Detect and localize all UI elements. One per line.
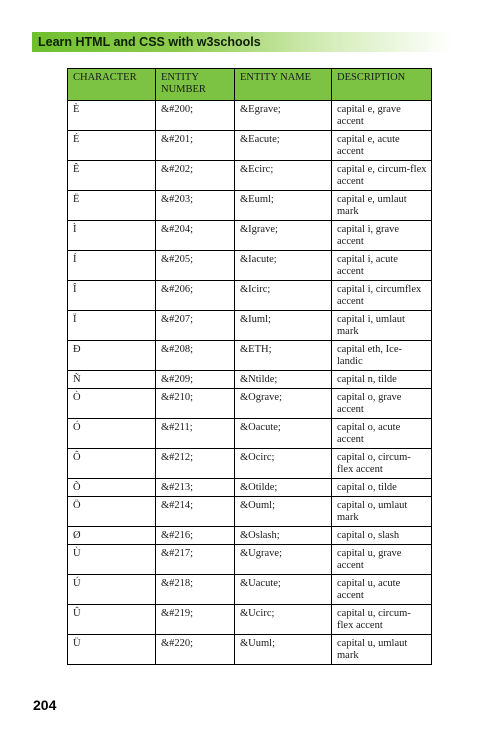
character-cell: Û xyxy=(68,605,156,635)
entity-number-cell: &#209; xyxy=(156,371,235,389)
entity-name-cell: &Ocirc; xyxy=(235,449,332,479)
table-row xyxy=(68,311,432,341)
table-row xyxy=(68,449,432,479)
entity-name-cell: &Ugrave; xyxy=(235,545,332,575)
entity-name-cell: &Oslash; xyxy=(235,527,332,545)
description-cell: capital i, umlaut mark xyxy=(332,311,432,341)
table-row xyxy=(68,605,432,635)
table-row xyxy=(68,101,432,131)
description-cell: capital u, grave accent xyxy=(332,545,432,575)
table-row xyxy=(68,479,432,497)
entity-name-cell: &Ecirc; xyxy=(235,161,332,191)
table-row xyxy=(68,281,432,311)
entity-name-cell: &Egrave; xyxy=(235,101,332,131)
entity-number-cell: &#210; xyxy=(156,389,235,419)
character-cell: Ô xyxy=(68,449,156,479)
entity-name-cell: &Oacute; xyxy=(235,419,332,449)
character-cell: Ü xyxy=(68,635,156,665)
column-header-entity-number: ENTITY NUMBER xyxy=(156,69,235,101)
entity-number-cell: &#217; xyxy=(156,545,235,575)
column-header-description: DESCRIPTION xyxy=(332,69,432,101)
entity-number-cell: &#207; xyxy=(156,311,235,341)
description-cell: capital o, umlaut mark xyxy=(332,497,432,527)
table-row xyxy=(68,221,432,251)
description-cell: capital i, grave accent xyxy=(332,221,432,251)
entity-number-cell: &#200; xyxy=(156,101,235,131)
character-cell: É xyxy=(68,131,156,161)
character-cell: Î xyxy=(68,281,156,311)
entity-name-cell: &Icirc; xyxy=(235,281,332,311)
character-cell: Ë xyxy=(68,191,156,221)
entity-number-cell: &#206; xyxy=(156,281,235,311)
character-cell: Í xyxy=(68,251,156,281)
description-cell: capital o, acute accent xyxy=(332,419,432,449)
entity-number-cell: &#218; xyxy=(156,575,235,605)
character-cell: Õ xyxy=(68,479,156,497)
entity-name-cell: &Euml; xyxy=(235,191,332,221)
entity-number-cell: &#201; xyxy=(156,131,235,161)
description-cell: capital o, grave accent xyxy=(332,389,432,419)
page-header-title: Learn HTML and CSS with w3schools xyxy=(38,35,261,49)
entity-number-cell: &#220; xyxy=(156,635,235,665)
character-cell: Ì xyxy=(68,221,156,251)
entity-number-cell: &#219; xyxy=(156,605,235,635)
entity-name-cell: &Iacute; xyxy=(235,251,332,281)
description-cell: capital e, acute accent xyxy=(332,131,432,161)
entity-number-cell: &#216; xyxy=(156,527,235,545)
entity-number-cell: &#202; xyxy=(156,161,235,191)
table-row xyxy=(68,545,432,575)
entity-name-cell: &ETH; xyxy=(235,341,332,371)
description-cell: capital e, circum-flex accent xyxy=(332,161,432,191)
character-cell: Ñ xyxy=(68,371,156,389)
description-cell: capital n, tilde xyxy=(332,371,432,389)
entity-number-cell: &#211; xyxy=(156,419,235,449)
description-cell: capital e, grave accent xyxy=(332,101,432,131)
description-cell: capital u, circum-flex accent xyxy=(332,605,432,635)
description-cell: capital o, circum-flex accent xyxy=(332,449,432,479)
description-cell: capital i, circumflex accent xyxy=(332,281,432,311)
page-number: 204 xyxy=(33,697,57,713)
table-row xyxy=(68,389,432,419)
column-header-character: CHARACTER xyxy=(68,69,156,101)
entity-number-cell: &#213; xyxy=(156,479,235,497)
table-row xyxy=(68,161,432,191)
table-header-row xyxy=(68,69,432,101)
description-cell: capital u, acute accent xyxy=(332,575,432,605)
entity-number-cell: &#205; xyxy=(156,251,235,281)
entity-number-cell: &#204; xyxy=(156,221,235,251)
character-cell: Ú xyxy=(68,575,156,605)
table-row xyxy=(68,341,432,371)
character-cell: Ó xyxy=(68,419,156,449)
description-cell: capital i, acute accent xyxy=(332,251,432,281)
table-row xyxy=(68,371,432,389)
character-cell: Ò xyxy=(68,389,156,419)
description-cell: capital o, tilde xyxy=(332,479,432,497)
column-header-entity-name: ENTITY NAME xyxy=(235,69,332,101)
description-cell: capital e, umlaut mark xyxy=(332,191,432,221)
entity-number-cell: &#203; xyxy=(156,191,235,221)
character-cell: Ö xyxy=(68,497,156,527)
table-row xyxy=(68,419,432,449)
table-row xyxy=(68,575,432,605)
character-cell: È xyxy=(68,101,156,131)
entity-table xyxy=(67,68,432,665)
entity-number-cell: &#208; xyxy=(156,341,235,371)
entity-name-cell: &Ntilde; xyxy=(235,371,332,389)
entity-name-cell: &Uuml; xyxy=(235,635,332,665)
character-cell: Ø xyxy=(68,527,156,545)
entity-name-cell: &Iuml; xyxy=(235,311,332,341)
entity-name-cell: &Ograve; xyxy=(235,389,332,419)
entity-number-cell: &#212; xyxy=(156,449,235,479)
entity-name-cell: &Eacute; xyxy=(235,131,332,161)
table-row xyxy=(68,251,432,281)
entity-name-cell: &Otilde; xyxy=(235,479,332,497)
table-row xyxy=(68,497,432,527)
character-cell: Ð xyxy=(68,341,156,371)
character-cell: Ê xyxy=(68,161,156,191)
table-row xyxy=(68,635,432,665)
table-row xyxy=(68,131,432,161)
table-row xyxy=(68,191,432,221)
character-cell: Ù xyxy=(68,545,156,575)
entity-name-cell: &Ucirc; xyxy=(235,605,332,635)
description-cell: capital o, slash xyxy=(332,527,432,545)
entity-name-cell: &Ouml; xyxy=(235,497,332,527)
table-row xyxy=(68,527,432,545)
entity-name-cell: &Igrave; xyxy=(235,221,332,251)
character-cell: Ï xyxy=(68,311,156,341)
entity-number-cell: &#214; xyxy=(156,497,235,527)
description-cell: capital u, umlaut mark xyxy=(332,635,432,665)
entity-name-cell: &Uacute; xyxy=(235,575,332,605)
description-cell: capital eth, Ice-landic xyxy=(332,341,432,371)
